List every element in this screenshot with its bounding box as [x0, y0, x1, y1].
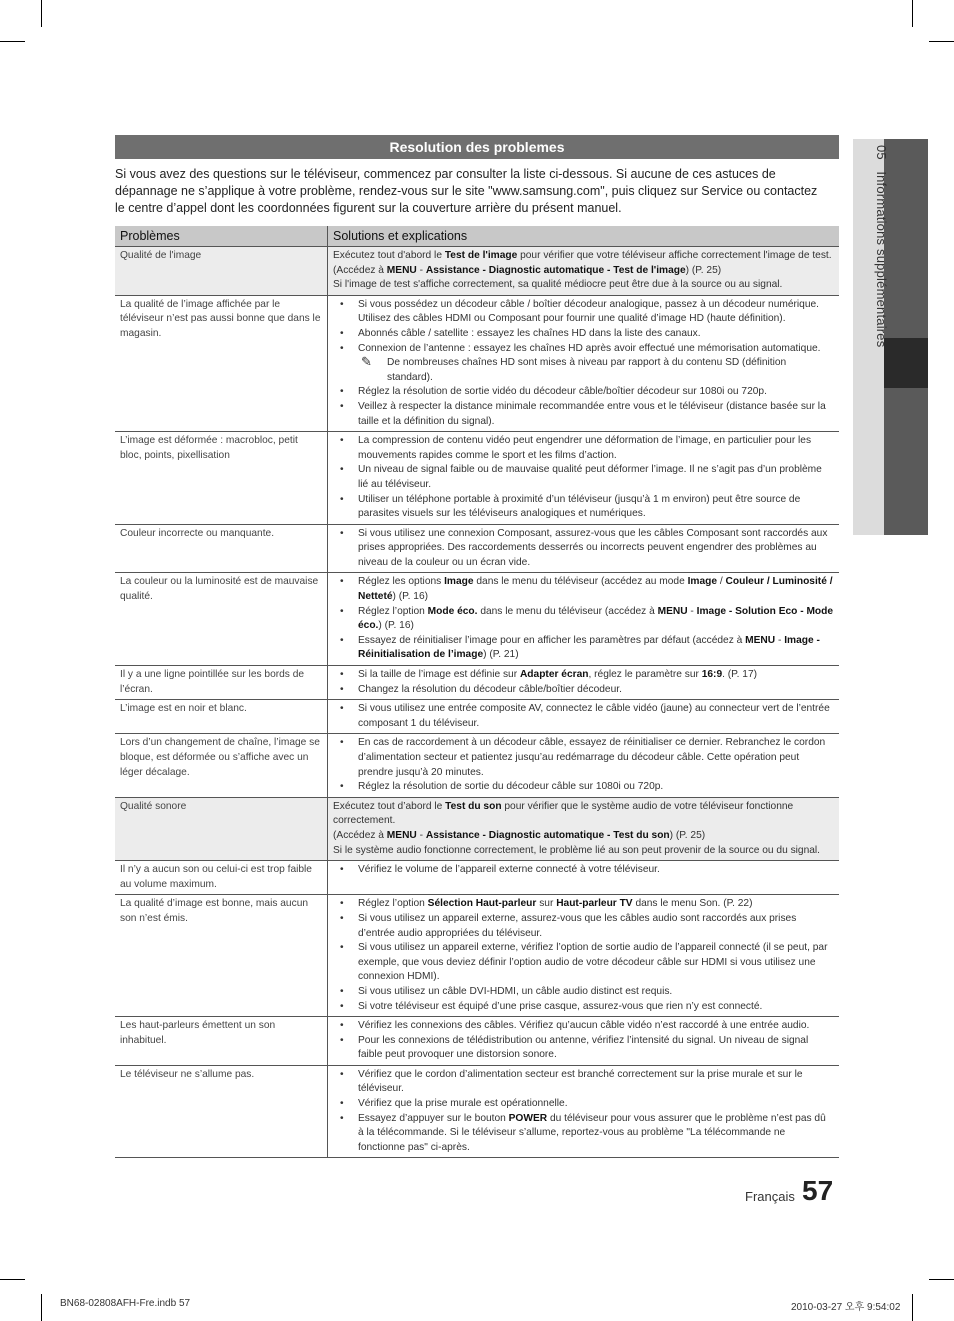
table-row	[115, 1065, 839, 1158]
table-row	[115, 895, 839, 1017]
solution-item: • Si vous possédez un décodeur câble / boîtier décodeur analogique, passez à un décodeur numérique. Utilisez des câbles HDMI ou Composant pour fournir une qualité d’image HD (haute définition).	[333, 298, 834, 327]
table-header-row	[115, 226, 839, 247]
problem-cell: L’image est déformée : macrobloc, petit bloc, points, pixellisation	[115, 432, 328, 525]
crop-mark	[912, 1294, 913, 1321]
solution-item: • Vérifiez que la prise murale est opérationnelle.	[333, 1097, 834, 1112]
problem-cell: Le téléviseur ne s’allume pas.	[115, 1065, 328, 1158]
solution-item: • Réglez les options Image dans le menu du téléviseur (accédez au mode Image / Couleur / Luminosité / Netteté) (P. 16)	[333, 575, 834, 604]
solution-item: • Si vous utilisez une entrée composite AV, connectez le câble vidéo (jaune) au connecteur vert de l’entrée composant 1 du téléviseur.	[333, 702, 834, 731]
solution-cell	[328, 700, 840, 734]
solution-list	[333, 736, 834, 794]
solution-cell	[328, 895, 840, 1017]
table-row	[115, 797, 839, 860]
solution-item: • Essayez de réinitialiser l’image pour en afficher les paramètres par défaut (accédez à MENU - Image - Réinitialisation de l’image) (P. 21)	[333, 634, 834, 663]
solution-item: • Si la taille de l’image est définie sur Adapter écran, réglez le paramètre sur 16:9. (P. 17)	[333, 668, 834, 683]
solution-item: • Un niveau de signal faible ou de mauvaise qualité peut déformer l’image. Il ne s’agit pas d’un problème lié au téléviseur.	[333, 463, 834, 492]
solution-list	[333, 897, 834, 1014]
crop-mark	[929, 41, 954, 42]
solution-item: • Connexion de l’antenne : essayez les chaînes HD après avoir effectué une mémorisation automatique.	[333, 342, 834, 357]
problem-cell: Il y a une ligne pointillée sur les bords de l’écran.	[115, 666, 328, 700]
solution-cell	[328, 1065, 840, 1158]
solution-list	[333, 1019, 834, 1063]
troubleshooting-table	[115, 226, 839, 1158]
solution-item: • Utiliser un téléphone portable à proximité d’un téléviseur (jusqu’à 1 m environ) peut être source de parasites visuels sur les téléviseurs analogiques et numériques.	[333, 493, 834, 522]
crop-mark	[912, 0, 913, 27]
solution-item: • Réglez l’option Mode éco. dans le menu du téléviseur (accédez à MENU - Image - Solution Eco - Mode éco.) (P. 16)	[333, 605, 834, 634]
solution-cell	[328, 432, 840, 525]
solution-item: • Réglez l’option Sélection Haut-parleur sur Haut-parleur TV dans le menu Son. (P. 22)	[333, 897, 834, 912]
solution-cell	[328, 861, 840, 895]
table-row	[115, 432, 839, 525]
solution-item: • Si vous utilisez une connexion Composant, assurez-vous que les câbles Composant sont raccordés aux prises appropriées. Des raccordements desserrés ou incorrects peuvent engendrer des problèmes au niveau de la couleur ou un écran vide.	[333, 527, 834, 571]
solution-cell	[328, 1017, 840, 1066]
solution-cell: Exécutez tout d'abord le Test de l'image pour vérifier que votre téléviseur affiche correctement l'image de test. (Accédez à MENU - Assistance - Diagnostic automatique - Test de l'image) (P. 25) Si l'image de test s'affiche correctement, sa qualité médiocre peut être due à la source ou au signal.	[328, 247, 840, 296]
solution-cell	[328, 666, 840, 700]
solution-item: • Veillez à respecter la distance minimale recommandée entre vous et le téléviseur (distance basée sur la taille et la définition du signal).	[333, 400, 834, 429]
solution-list	[333, 527, 834, 571]
table-row	[115, 666, 839, 700]
solution-item: • Vérifiez que le cordon d’alimentation secteur est branché correctement sur la prise murale et sur le téléviseur.	[333, 1068, 834, 1097]
chapter-tab-marker	[884, 338, 928, 388]
header-problems: Problèmes	[115, 226, 328, 247]
problem-cell: La couleur ou la luminosité est de mauvaise qualité.	[115, 573, 328, 666]
intro-paragraph: Si vous avez des questions sur le téléviseur, commencez par consulter la liste ci-dessous. Si aucune de ces astuces de dépannage ne s’applique à votre problème, rendez-vous sur le site "www.samsung.com", puis cliquez sur Service ou contactez le centre d’appel dont les coordonnées figurent sur la couverture arrière du présent manuel.	[115, 167, 818, 215]
crop-mark	[929, 1279, 954, 1280]
solution-item: • Si vous utilisez un câble DVI-HDMI, un câble audio distinct est requis.	[333, 985, 834, 1000]
crop-mark	[0, 41, 25, 42]
problem-cell: Il n’y a aucun son ou celui-ci est trop faible au volume maximum.	[115, 861, 328, 895]
note-item: ✎ De nombreuses chaînes HD sont mises à niveau par rapport à du contenu SD (définition standard).	[333, 356, 834, 385]
solution-list	[333, 863, 834, 878]
file-slug: BN68-02808AFH-Fre.indb 57	[60, 1298, 191, 1309]
problem-cell: Couleur incorrecte ou manquante.	[115, 524, 328, 573]
solution-item: • En cas de raccordement à un décodeur câble, essayez de réinitialiser ce dernier. Rebranchez le cordon d’alimentation secteur et patientez jusqu’au redémarrage du décodeur câble. Cette opération peut prendre jusqu’à 20 minutes.	[333, 736, 834, 780]
table-row	[115, 700, 839, 734]
solution-cell	[328, 524, 840, 573]
page-number: 57	[802, 1175, 834, 1206]
chapter-number: 05	[874, 145, 889, 160]
header-solutions: Solutions et explications	[328, 226, 840, 247]
solution-cell	[328, 573, 840, 666]
solution-list	[333, 434, 834, 522]
crop-mark	[0, 1279, 25, 1280]
problem-cell: Qualité sonore	[115, 797, 328, 860]
solution-cell: Exécutez tout d’abord le Test du son pour vérifier que le système audio de votre téléviseur fonctionne correctement. (Accédez à MENU - Assistance - Diagnostic automatique - Test du son) (P. 25) Si le système audio fonctionne correctement, le problème lié au son peut provenir de la source ou du signal.	[328, 797, 840, 860]
solution-item: • Si vous utilisez un appareil externe, vérifiez l’option de sortie audio de l’appareil connecté (il se peut, par exemple, que vous deviez définir l’option audio de votre décodeur câble sur HDMI si vous utilisez une connexion HDMI).	[333, 941, 834, 985]
problem-cell: Qualité de l'image	[115, 247, 328, 296]
problem-cell: L’image est en noir et blanc.	[115, 700, 328, 734]
table-row	[115, 295, 839, 431]
table-body	[115, 247, 839, 1158]
problem-cell: La qualité de l’image affichée par le téléviseur n’est pas aussi bonne que dans le magasin.	[115, 295, 328, 431]
chapter-tab-strip	[884, 139, 928, 535]
chapter-side-label	[869, 145, 889, 535]
crop-mark	[41, 0, 42, 27]
solution-cell	[328, 295, 840, 431]
solution-item: • Pour les connexions de télédistribution ou antenne, vérifiez l’intensité du signal. Un niveau de signal faible peut provoquer une distorsion sonore.	[333, 1034, 834, 1063]
solution-item: • Vérifiez les connexions des câbles. Vérifiez qu’aucun câble vidéo n’est raccordé à une entrée audio.	[333, 1019, 834, 1034]
print-timestamp: 2010-03-27 오후 9:54:02	[791, 1302, 901, 1313]
footer-language: Français	[745, 1189, 795, 1204]
section-title: Resolution des problemes	[115, 135, 839, 159]
table-row	[115, 861, 839, 895]
problem-cell: Les haut-parleurs émettent un son inhabituel.	[115, 1017, 328, 1066]
solution-item: • La compression de contenu vidéo peut engendrer une déformation de l’image, en particulier pour les mouvements rapides comme le sport et les films d’action.	[333, 434, 834, 463]
table-row	[115, 524, 839, 573]
table-row	[115, 734, 839, 797]
solution-item: • Changez la résolution du décodeur câble/boîtier décodeur.	[333, 683, 834, 698]
table-row	[115, 247, 839, 296]
solution-list	[333, 575, 834, 663]
solution-list	[333, 702, 834, 731]
solution-item: • Si votre téléviseur est équipé d’une prise casque, assurez-vous que rien n’y est connecté.	[333, 1000, 834, 1015]
table-row	[115, 573, 839, 666]
solution-cell	[328, 734, 840, 797]
solution-item: • Abonnés câble / satellite : essayez les chaînes HD dans la liste des canaux.	[333, 327, 834, 342]
solution-item: • Réglez la résolution de sortie du décodeur câble sur 1080i ou 720p.	[333, 780, 834, 795]
solution-item: • Vérifiez le volume de l’appareil externe connecté à votre téléviseur.	[333, 863, 834, 878]
crop-mark	[41, 1294, 42, 1321]
solution-list	[333, 1068, 834, 1156]
problem-cell: Lors d’un changement de chaîne, l’image se bloque, est déformée ou s’affiche avec un léger décalage.	[115, 734, 328, 797]
solution-list	[333, 668, 834, 697]
solution-item: • Essayez d’appuyer sur le bouton POWER du téléviseur pour vous assurer que le problème n’est pas dû à la télécommande. Si le téléviseur s’allume, reportez-vous au problème "La télécommande ne fonctionne pas" ci-après.	[333, 1112, 834, 1156]
chapter-title: Informations supplémentaires	[874, 171, 889, 348]
problem-cell: La qualité d’image est bonne, mais aucun son n’est émis.	[115, 895, 328, 1017]
solution-list	[333, 298, 834, 429]
table-row	[115, 1017, 839, 1066]
solution-item: • Si vous utilisez un appareil externe, assurez-vous que les câbles audio sont raccordés aux prises d’entrée audio appropriées du téléviseur.	[333, 912, 834, 941]
solution-item: • Réglez la résolution de sortie vidéo du décodeur câble/boîtier décodeur sur 1080i ou 720p.	[333, 385, 834, 400]
